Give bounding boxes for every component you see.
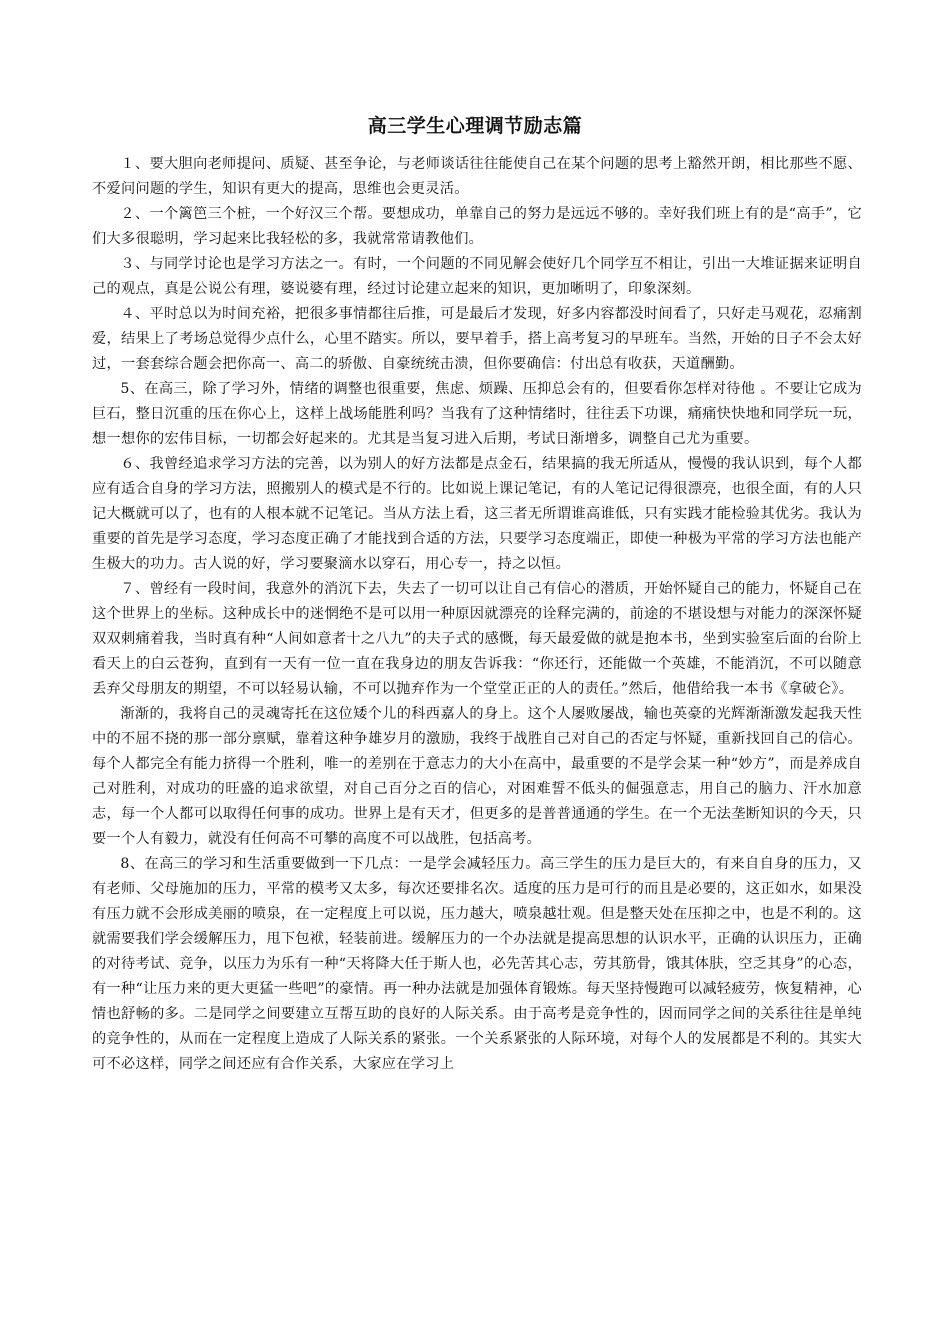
paragraph-4: ４、平时总以为时间充裕，把很多事情都往后推，可是最后才发现，好多内容都没时间看了，只好走马观花，忍痛割爱，结果上了考场总觉得少点什么，心里不踏实。所以，要早着手，搭上高考复习的早班车。当然，开始的日子不会太好过，一套套综合题会把你高一、高二的骄傲、自豪统统击溃，但你要确信：付出总有收获，天道酬勤。 — [92, 306, 862, 372]
paragraph-2: ２、一个篱笆三个桩，一个好汉三个帮。要想成功，单靠自己的努力是远远不够的。幸好我们班上有的是“高手”，它们大多很聪明，学习起来比我轻松的多，我就常常请教他们。 — [92, 206, 862, 247]
paragraph-8: 8、在高三的学习和生活重要做到一下几点：一是学会减轻压力。高三学生的压力是巨大的，有来自自身的压力，又有老师、父母施加的压力，平常的模考又太多，每次还要排名次。适度的压力是可行的而且是必要的，这正如水，如果没有压力就不会形成美丽的喷泉，在一定程度上可以说，压力越大，喷泉越壮观。但是整天处在压抑之中，也是不利的。这就需要我们学会缓解压力，甩下包袱，轻装前进。缓解压力的一个办法就是提高思想的认识水平，正确的认识压力，正确的对待考试、竞争，以压力为乐有一种“天将降大任于斯人也，必先苦其心志，劳其筋骨，饿其体肤，空乏其身”的心态，有一种“让压力来的更大更猛一些吧”的豪情。再一种办法就是加强体育锻炼。每天坚持慢跑可以减轻疲劳，恢复精神，心情也舒畅的多。二是同学之间要建立互帮互助的良好的人际关系。由于高考是竞争性的，因而同学之间的关系往往是单纯的竞争性的，从而在一定程度上造成了人际关系的紧张。一个关系紧张的人际环境，对每个人的发展都是不利的。其实大可不必这样，同学之间还应有合作关系，大家应在学习上 — [92, 856, 862, 1072]
paragraph-7-continued: 渐渐的，我将自己的灵魂寄托在这位矮个儿的科西嘉人的身上。这个人屡败屡战，输也英豪的光辉渐渐激发起我天性中的不屈不挠的那一部分禀赋，靠着这种争雄岁月的激励，我终于战胜自己对自己的否定与怀疑，重新找回自己的信心。每个人都完全有能力挤得一个胜利，唯一的差别在于意志力的大小在高中，最重要的不是学会某一种“妙方”，而是养成自己对胜利，对成功的旺盛的追求欲望，对自己百分之百的信心，对困难誓不低头的倔强意志，用自己的脑力、汗水加意志，每一个人都可以取得任何事的成功。世界上是有天才，但更多的是普普通通的学生。在一个无法垄断知识的今天，只要一个人有毅力，就没有任何高不可攀的高度不可以战胜，包括高考。 — [92, 706, 862, 847]
paragraph-5: 5、在高三，除了学习外，情绪的调整也很重要，焦虑、烦躁、压抑总会有的，但要看你怎样对待他 。不要让它成为巨石，整日沉重的压在你心上，这样上战场能胜利吗？当我有了这种情绪时，往往丢下功课，痛痛快快地和同学玩一玩，想一想你的宏伟目标，一切都会好起来的。尤其是当复习进入后期，考试日渐增多，调整自己尤为重要。 — [92, 381, 862, 447]
paragraph-6: ６、我曾经追求学习方法的完善，以为别人的好方法都是点金石，结果搞的我无所适从，慢慢的我认识到，每个人都应有适合自身的学习方法，照搬别人的模式是不行的。比如说上课记笔记，有的人笔记记得很漂亮，也很全面，有的人只记大概就可以了，也有的人根本就不记笔记。当从方法上看，这三者无所谓谁高谁低，只有实践才能检验其优劣。我认为重要的首先是学习态度，学习态度正确了才能找到合适的方法，只要学习态度端正，即使一种极为平常的学习方法也能产生极大的功力。古人说的好，学习要聚滴水以穿石，用心专一，持之以恒。 — [92, 456, 862, 572]
document-body — [92, 152, 862, 1077]
document-title: 高三学生心理调节励志篇 — [367, 115, 583, 137]
paragraph-3: ３、与同学讨论也是学习方法之一。有时，一个问题的不同见解会使好几个同学互不相让，引出一大堆证据来证明自己的观点，真是公说公有理，婆说婆有理，经过讨论建立起来的知识，更加晰明了，印象深刻。 — [92, 256, 862, 297]
paragraph-1: １、要大胆向老师提问、质疑、甚至争论，与老师谈话往往能使自己在某个问题的思考上豁然开朗，相比那些不愿、不爱问问题的学生，知识有更大的提高，思维也会更灵活。 — [92, 156, 862, 197]
paragraph-7: ７、曾经有一段时间，我意外的消沉下去，失去了一切可以让自己有信心的潜质，开始怀疑自己的能力，怀疑自己在这个世界上的坐标。这种成长中的迷惘绝不是可以用一种原因就漂亮的诠释完满的，前途的不堪设想与对能力的深深怀疑双双刺痛着我，当时真有种“人间如意者十之八九”的夫子式的感慨，每天最爱做的就是抱本书，坐到实验室后面的台阶上看天上的白云苍狗，直到有一天有一位一直在我身边的朋友告诉我：“你还行，还能做一个英雄，不能消沉，不可以随意丢弃父母朋友的期望，不可以轻易认输，不可以抛弃作为一个堂堂正正的人的责任。”然后，他借给我一本书《拿破仑》。 — [92, 581, 862, 697]
